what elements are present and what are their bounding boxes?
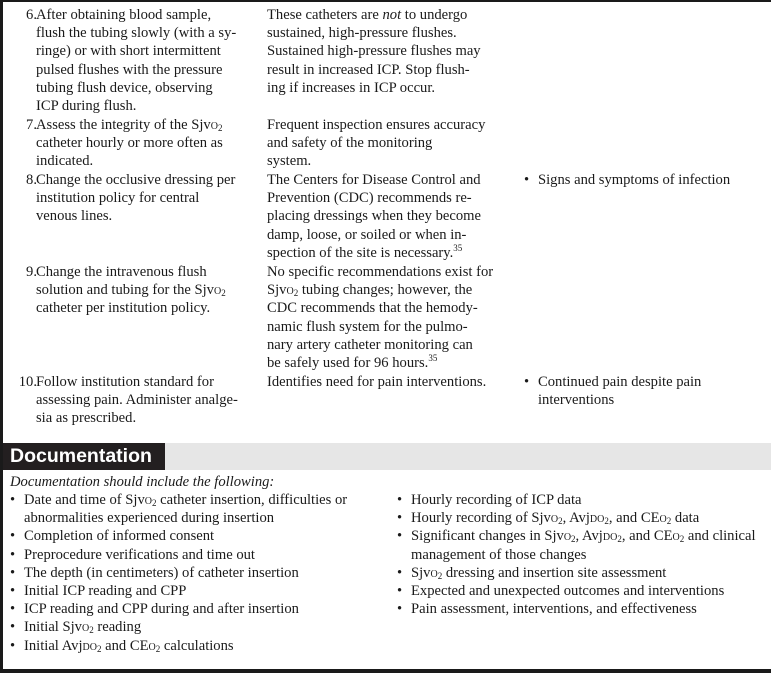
rationale-cell — [267, 263, 531, 372]
step-line: Follow institution standard for — [36, 374, 214, 390]
bullet-icon: • — [10, 528, 16, 545]
rationale-line: The Centers for Disease Control and — [267, 172, 481, 188]
rationale-line: and safety of the monitoring — [267, 135, 433, 152]
step-line: ringe) or with short intermittent — [36, 43, 221, 60]
step-line: Change the intravenous flush — [36, 264, 207, 280]
documentation-intro: Documentation should include the following: — [10, 474, 275, 490]
bullet-icon: • — [397, 601, 403, 618]
item-text: ICP reading and CPP during and after insertion — [24, 601, 299, 618]
rationale-cell — [267, 171, 531, 262]
documentation-item: • Sjvo$_2$ dressing and insertion site assessment — [397, 564, 667, 581]
bullet-icon: • — [524, 172, 530, 188]
documentation-item — [397, 491, 767, 509]
concern-item — [524, 373, 764, 409]
rationale-line: system. — [267, 153, 312, 170]
documentation-item: • Date and time of Sjvo$_2$ catheter insertion, difficulties or abnormalities experienced during insertion — [10, 492, 348, 527]
documentation-heading: Documentation — [3, 443, 165, 470]
rationale-line: sustained, high-pressure flushes. — [267, 25, 457, 42]
item-text: Pain assessment, interventions, and effectiveness — [411, 601, 697, 618]
documentation-list-left — [10, 491, 390, 655]
item-text: Expected and unexpected outcomes and interventions — [411, 583, 725, 600]
step-text — [36, 6, 266, 115]
concern-item — [524, 171, 764, 189]
documentation-item — [397, 600, 767, 618]
rationale-line — [267, 242, 531, 262]
documentation-item: • Hourly recording of Sjvo$_2$, Avjdo$_2$, and CEo$_2$ data — [397, 510, 700, 527]
step-line: ICP during flush. — [36, 98, 137, 115]
documentation-item: • Significant changes in Sjvo$_2$, Avjdo$_2$, and CEo$_2$ and clinical management of those changes — [397, 528, 756, 563]
documentation-list-right — [397, 491, 767, 618]
concern-text: Continued pain despite pain — [538, 374, 702, 390]
step-line: pulsed flushes with the pressure — [36, 61, 223, 78]
item-text: Preprocedure verifications and time out — [24, 546, 255, 563]
documentation-item — [10, 582, 390, 600]
documentation-item — [10, 564, 390, 582]
rationale-line: damp, loose, or soiled or when in- — [267, 226, 467, 243]
bullet-icon: • — [10, 492, 16, 508]
documentation-item — [397, 582, 767, 600]
step-text — [36, 171, 266, 226]
step-line: Change the occlusive dressing per — [36, 172, 236, 188]
rationale-text: These catheters are — [267, 7, 383, 23]
concern-text: Signs and symptoms of infection — [538, 172, 731, 188]
bullet-icon: • — [10, 619, 16, 636]
step-text — [36, 116, 266, 171]
step-number: 9. — [26, 264, 37, 280]
rationale-line: Prevention (CDC) recommends re- — [267, 190, 472, 207]
rationale-line: placing dressings when they become — [267, 208, 481, 225]
step-line: assessing pain. Administer analge- — [36, 392, 238, 409]
rationale-cell — [267, 373, 531, 391]
step-line: sia as prescribed. — [36, 410, 137, 427]
reference-superscript: 35 — [428, 353, 438, 364]
step-line: solution and tubing for the Sjvo$_2$ — [36, 282, 226, 299]
item-text: The depth (in centimeters) of catheter insertion — [24, 564, 299, 581]
rationale-line: result in increased ICP. Stop flush- — [267, 61, 470, 78]
bullet-icon: • — [10, 637, 16, 654]
rationale-line: Sustained high-pressure flushes may — [267, 43, 481, 60]
step-number: 8. — [26, 172, 37, 188]
item-text: Initial ICP reading and CPP — [24, 583, 187, 600]
documentation-item: • Initial Sjvo$_2$ reading — [10, 619, 142, 636]
concern-text: interventions — [538, 392, 615, 409]
bullet-icon: • — [10, 564, 16, 581]
bullet-icon: • — [397, 583, 403, 600]
bottom-rule — [0, 669, 771, 673]
bullet-icon: • — [10, 601, 16, 618]
bullet-icon: • — [524, 374, 530, 390]
step-number: 7. — [26, 117, 37, 133]
bullet-icon: • — [10, 546, 16, 563]
bullet-icon: • — [10, 583, 16, 600]
bullet-icon: • — [397, 528, 403, 545]
step-number: 6. — [26, 7, 37, 23]
top-rule — [0, 0, 771, 2]
bullet-icon: • — [397, 510, 403, 527]
item-text: Completion of informed consent — [24, 528, 215, 545]
concerns-cell — [524, 171, 764, 189]
left-rule — [0, 0, 3, 673]
documentation-item — [10, 527, 390, 545]
step-text — [36, 373, 266, 428]
item-text: Hourly recording of ICP data — [411, 492, 582, 508]
rationale-line: Frequent inspection ensures accuracy — [267, 117, 486, 133]
concerns-cell — [524, 373, 764, 409]
step-line: venous lines. — [36, 208, 113, 225]
rationale-line: ing if increases in ICP occur. — [267, 79, 436, 96]
rationale-line: No specific recommendations exist for — [267, 264, 494, 280]
step-line: flush the tubing slowly (with a sy- — [36, 25, 237, 42]
rationale-emphasis: not — [382, 7, 402, 23]
rationale-cell — [267, 6, 531, 97]
step-line: Assess the integrity of the Sjvo$_2$ — [36, 117, 223, 133]
rationale-line: nary artery catheter monitoring can — [267, 336, 473, 353]
bullet-icon: • — [397, 492, 403, 508]
documentation-item — [10, 546, 390, 564]
step-line: catheter per institution policy. — [36, 300, 211, 317]
rationale-line: CDC recommends that the hemody- — [267, 300, 478, 317]
rationale-line: Identifies need for pain interventions. — [267, 374, 487, 390]
step-line: indicated. — [36, 153, 94, 170]
step-line: tubing flush device, observing — [36, 79, 213, 96]
step-number: 10. — [18, 374, 37, 390]
rationale-cell — [267, 116, 531, 171]
rationale-line — [267, 353, 531, 372]
documentation-item — [10, 600, 390, 618]
documentation-item: • Initial Avjdo$_2$ and CEo$_2$ calculations — [10, 637, 234, 654]
rationale-text: spection of the site is necessary. — [267, 244, 454, 261]
rationale-line: Sjvo$_2$ tubing changes; however, the — [267, 282, 473, 299]
step-line: institution policy for central — [36, 190, 200, 207]
step-text — [36, 263, 266, 318]
bullet-icon: • — [397, 564, 403, 581]
rationale-text: be safely used for 96 hours. — [267, 355, 429, 372]
reference-superscript: 35 — [453, 242, 463, 253]
rationale-line: namic flush system for the pulmo- — [267, 318, 468, 335]
step-line: catheter hourly or more often as — [36, 135, 223, 152]
rationale-line — [267, 6, 531, 24]
step-line: After obtaining blood sample, — [36, 7, 212, 23]
rationale-text: to undergo — [401, 7, 468, 23]
